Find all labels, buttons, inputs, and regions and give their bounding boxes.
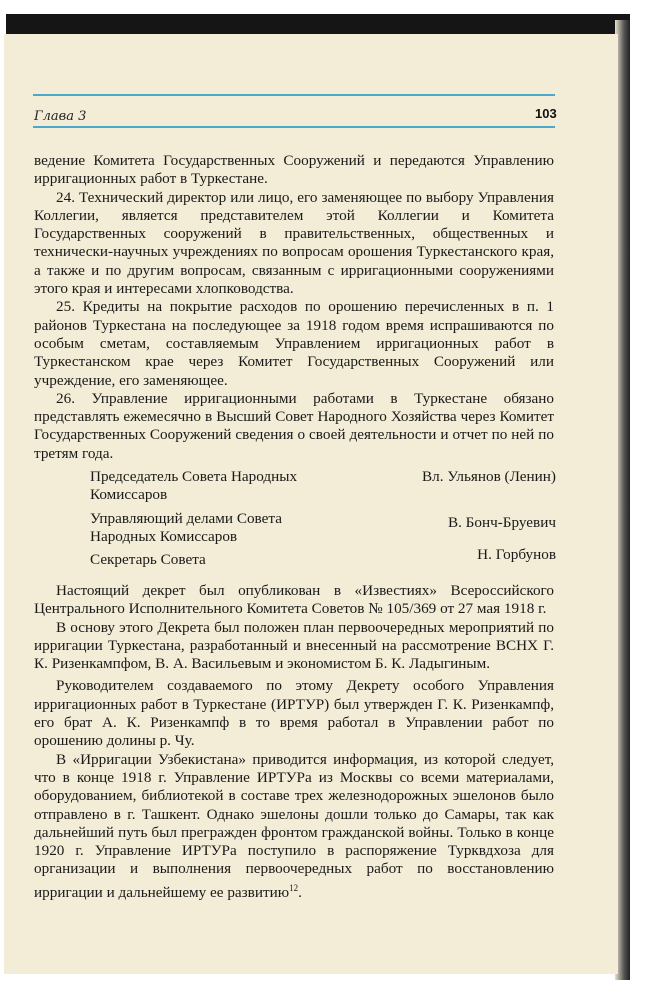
commentary-text xyxy=(34,582,554,902)
header-rule-bottom xyxy=(33,126,555,128)
paragraph-continuation: ведение Комитета Государственных Сооружений и передаются Управлению ирригационных работ в Туркестане. xyxy=(34,152,554,188)
commentary-end-punctuation: . xyxy=(298,883,302,901)
commentary-paragraph-last xyxy=(34,751,554,902)
footnote-reference: 12 xyxy=(289,882,299,893)
running-header-chapter: Глава 3 xyxy=(34,109,87,124)
header-rule-top xyxy=(33,94,555,96)
commentary-paragraph: Руководителем создаваемого по этому Декрету особого Управления ирригационных работ в Туркестане (ИРТУР) был утвержден Г. К. Ризенкампф, его брат А. К. Ризенкампф в то время работал в Управлении работ по орошению долины р. Чу. xyxy=(34,677,554,750)
commentary-text-span: В «Ирригации Узбекистана» приводится информация, из которой следует, что в конце 1918 г. Управление ИРТУРа из Москвы со всеми материалами, оборудованием, библиотекой в составе трех железнодорожных эшелонов было отправлено в г. Ташкент. Однако эшелоны дошли только до Самары, так как дальнейший путь был прегражден фронтом гражданской войны. Только в конце 1920 г. Управление ИРТУРа поступило в распоряжение Турквдхоза для организации и выполнения первоочередных работ по восстановлению ирригации и дальнейшему ее развитию xyxy=(34,750,554,901)
commentary-paragraph: Настоящий декрет был опубликован в «Известиях» Всероссийского Центрального Исполнительного Комитета Советов № 105/369 от 27 мая 1918 г. xyxy=(34,582,554,618)
commentary-paragraph: В основу этого Декрета был положен план первоочередных мероприятий по ирригации Туркестана, разработанный и внесенный на рассмотрение ВСНХ Г. К. Ризенкампфом, В. А. Васильевым и экономистом Б. К. Ладыгиным. xyxy=(34,618,554,673)
signature-name: Вл. Ульянов (Ленин) xyxy=(422,468,556,485)
signature-block-manager xyxy=(90,510,556,547)
paragraph-24: 24. Технический директор или лицо, его заменяющее по выбору Управления Коллегии, является представителем этой Коллегии и Комитета Государственных сооружений в правительственных, общественных и технически-научных учреждениях по вопросам орошения Туркестанского края, а также и по другим вопросам, связанным с ирригационными сооружениями этого края и интересами хлопководства. xyxy=(34,188,554,298)
signature-role: Секретарь Совета xyxy=(90,551,206,568)
page-number: 103 xyxy=(535,106,557,121)
signature-role: Управляющий делами Совета Народных Комиссаров xyxy=(90,510,282,546)
signature-block-secretary xyxy=(90,546,556,569)
decree-text xyxy=(34,152,554,463)
signature-name: Н. Горбунов xyxy=(477,546,556,563)
signature-name: В. Бонч-Бруевич xyxy=(447,514,556,531)
paragraph-26: 26. Управление ирригационными работами в Туркестане обязано представлять ежемесячно в Высший Совет Народного Хозяйства через Комитет Государственных Сооружений сведения о своей деятельности и отчет по ней по третям года. xyxy=(34,389,554,462)
signature-block-chairman xyxy=(90,468,556,505)
signature-role: Председатель Совета Народных Комиссаров xyxy=(90,468,298,504)
paragraph-25: 25. Кредиты на покрытие расходов по орошению перечисленных в п. 1 районов Туркестана на последующее за 1918 годом время испрашиваются по особым сметам, составляемым Управлением ирригационных работ в Туркестанском крае через Комитет Государственных Сооружений или учреждение, его заменяющее. xyxy=(34,298,554,389)
